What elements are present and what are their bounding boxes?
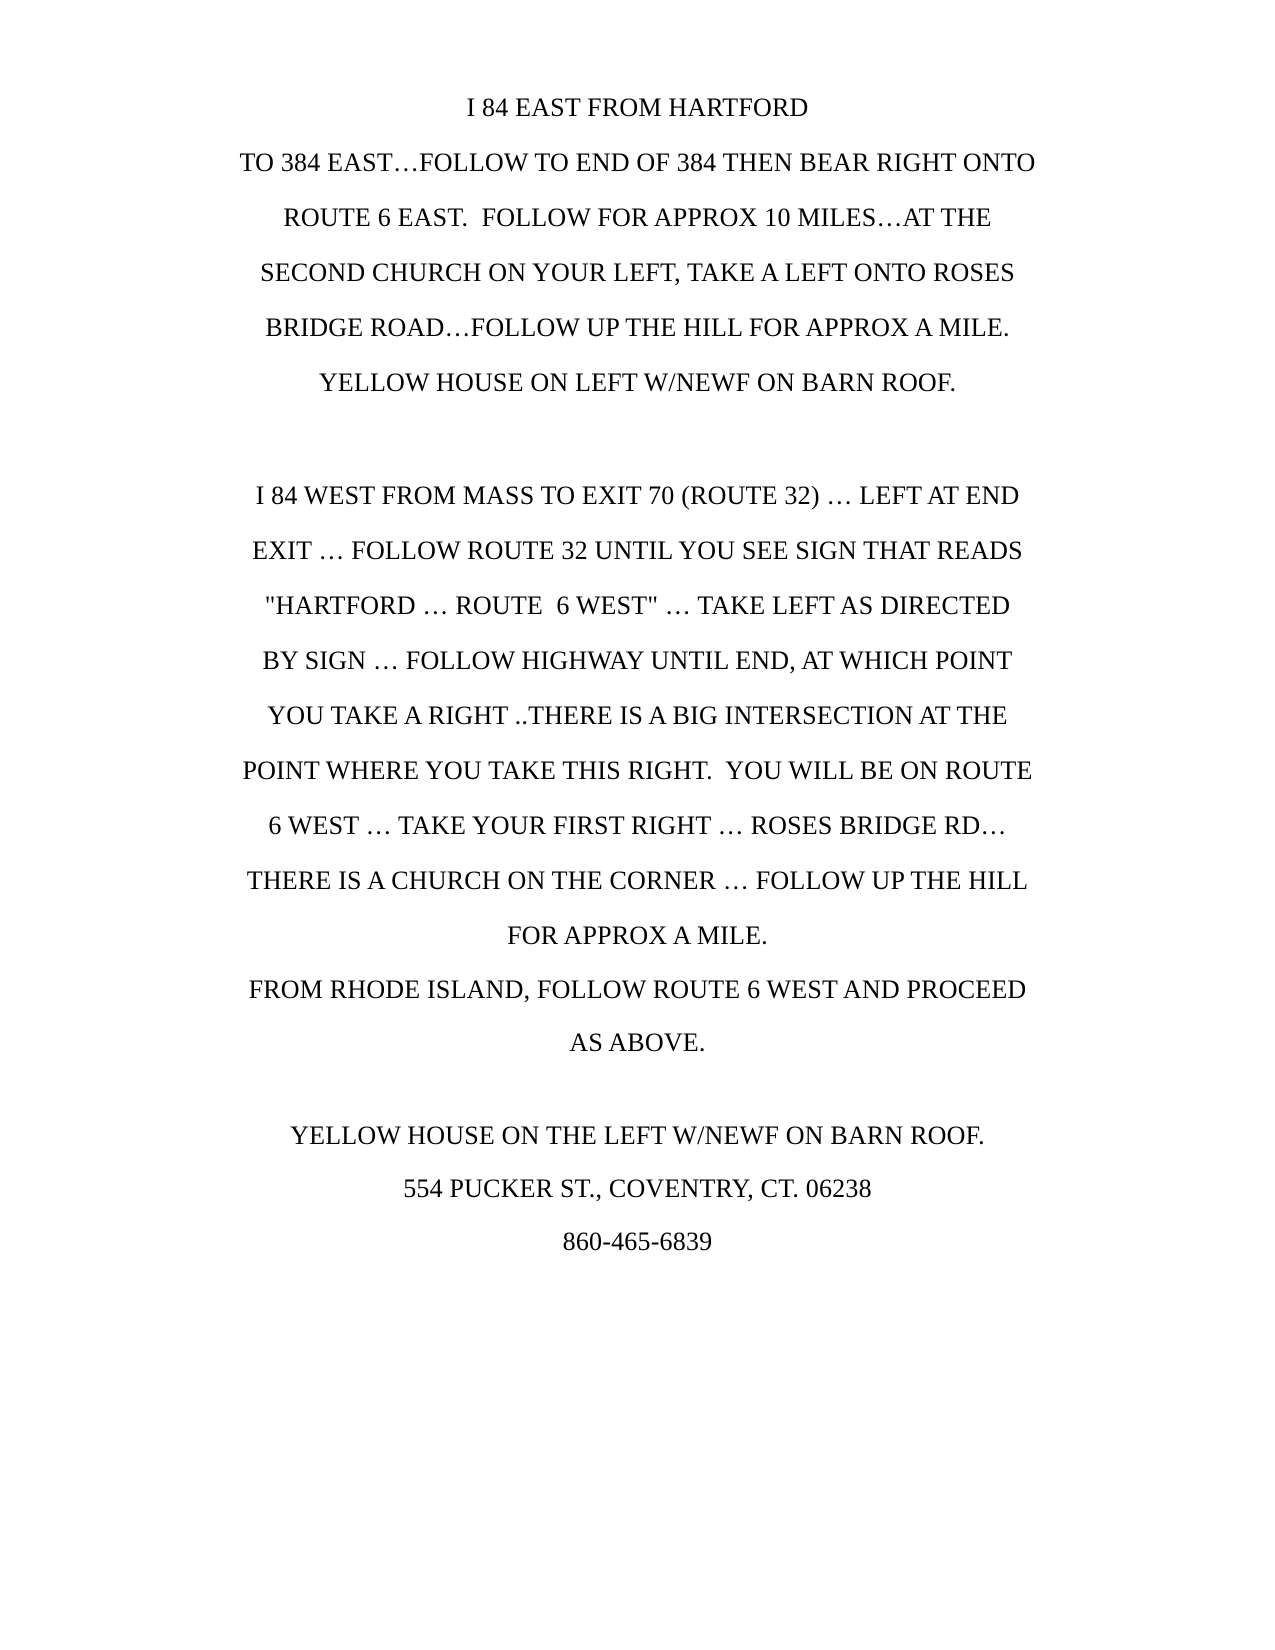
directions-west-line-8: THERE IS A CHURCH ON THE CORNER … FOLLOW UP THE HILL bbox=[246, 866, 1029, 895]
directions-west-line-9: FOR APPROX A MILE. bbox=[507, 921, 768, 950]
directions-east-line-2: ROUTE 6 EAST. FOLLOW FOR APPROX 10 MILES…AT THE bbox=[283, 203, 992, 232]
directions-west-line-6: POINT WHERE YOU TAKE THIS RIGHT. YOU WILL BE ON ROUTE bbox=[242, 756, 1033, 785]
page-title: I 84 EAST FROM HARTFORD bbox=[466, 93, 809, 122]
directions-east-line-3: SECOND CHURCH ON YOUR LEFT, TAKE A LEFT ONTO ROSES bbox=[260, 258, 1015, 287]
street-address: 554 PUCKER ST., COVENTRY, CT. 06238 bbox=[403, 1174, 872, 1203]
directions-west-line-3: "HARTFORD … ROUTE 6 WEST" … TAKE LEFT AS DIRECTED bbox=[264, 591, 1011, 620]
address-block bbox=[150, 1109, 1125, 1268]
directions-east-line-1: TO 384 EAST…FOLLOW TO END OF 384 THEN BEAR RIGHT ONTO bbox=[239, 148, 1036, 177]
directions-east-line-5: YELLOW HOUSE ON LEFT W/NEWF ON BARN ROOF. bbox=[318, 368, 957, 397]
directions-west-line-5: YOU TAKE A RIGHT ..THERE IS A BIG INTERSECTION AT THE bbox=[267, 701, 1008, 730]
directions-west-line-2: EXIT … FOLLOW ROUTE 32 UNTIL YOU SEE SIGN THAT READS bbox=[252, 536, 1023, 565]
phone-number: 860-465-6839 bbox=[562, 1227, 713, 1256]
directions-west-line-1: I 84 WEST FROM MASS TO EXIT 70 (ROUTE 32) … LEFT AT END bbox=[255, 481, 1020, 510]
directions-west-line-7: 6 WEST … TAKE YOUR FIRST RIGHT … ROSES BRIDGE RD… bbox=[268, 811, 1007, 840]
title-block bbox=[150, 80, 1125, 135]
directions-east-line-4: BRIDGE ROAD…FOLLOW UP THE HILL FOR APPROX A MILE. bbox=[265, 313, 1010, 342]
landmark-note: YELLOW HOUSE ON THE LEFT W/NEWF ON BARN ROOF. bbox=[290, 1121, 985, 1150]
directions-rhode-island-line-1: FROM RHODE ISLAND, FOLLOW ROUTE 6 WEST AND PROCEED bbox=[248, 975, 1027, 1004]
directions-west-line-4: BY SIGN … FOLLOW HIGHWAY UNTIL END, AT WHICH POINT bbox=[262, 646, 1013, 675]
directions-rhode-island-line-2: AS ABOVE. bbox=[569, 1028, 706, 1057]
directions-west-block bbox=[150, 468, 1125, 963]
section-spacer-1 bbox=[150, 410, 1125, 468]
directions-rhode-island-block bbox=[150, 963, 1125, 1069]
directions-east-block bbox=[150, 135, 1125, 410]
section-spacer-2 bbox=[150, 1069, 1125, 1109]
